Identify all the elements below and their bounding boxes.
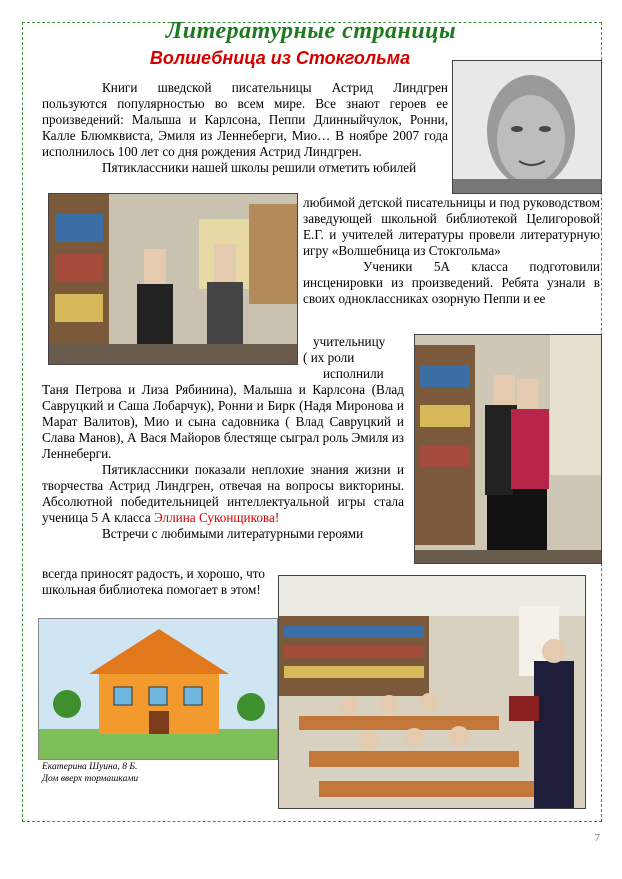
paragraph-closing-rest: всегда приносят радость, и хорошо, что школьная библиотека помогает в этом! <box>42 566 265 597</box>
page-number: 7 <box>594 832 600 844</box>
drawing-caption-author: Екатерина Шуина, 8 Б. <box>42 762 138 772</box>
paragraph-staging: Ученики 5А класса подготовили инсценировки из произведений. Ребята узнали в своих одноклассниках озорную Пеппи и ее <box>303 259 600 306</box>
quiz-text: Пятиклассники показали неплохие знания жизни и творчества Астрид Линдгрен, отвечая на вопросы викторины. Абсолютной победительницей интеллектуальной игры стала ученица 5 А класса <box>42 462 404 525</box>
portrait-photo <box>452 60 602 194</box>
photo-library-quiz <box>278 575 586 809</box>
paragraph-quiz <box>42 462 404 526</box>
winner-name: Эллина Суконщикова! <box>153 510 280 525</box>
drawing-caption-title: Дом вверх тормашками <box>42 774 139 784</box>
staging-line-1: учительницу <box>313 334 386 349</box>
staging-line-2: ( их роли <box>303 350 355 365</box>
paragraph-intro: Книги шведской писательницы Астрид Линдгрен пользуются популярностью во всем мире. Все знают героев ее произведений: Малыша и Карлсона, Пеппи Длинныйчулок, Ронни, Калле Блюмквиста, Эмиля из Леннеберги, Мио… В ноябре 2007 года исполнилось 100 лет со дня рождения Астрид Линдгрен. <box>42 80 448 159</box>
paragraph-students-start: Пятиклассники нашей школы решили отметить юбилей <box>102 160 417 175</box>
staging-line-3: исполнили <box>323 366 384 381</box>
photo-boys-pose <box>414 334 602 564</box>
paragraph-students-rest: любимой детской писательницы и под руководством заведующей школьной библиотекой Целигоровой Е.Г. и учителей литературы провели литературную игру «Волшебница из Стокгольма» <box>303 195 600 258</box>
article-title: Волшебница из Стокгольма <box>149 48 411 68</box>
section-heading: Литературные страницы <box>165 18 457 44</box>
photo-performance <box>48 193 298 365</box>
paragraph-cast: Таня Петрова и Лиза Рябинина), Малыша и Карлсона (Влад Савруцкий и Саша Лобарчук), Ронни и Бирк (Надя Миронова и Марат Валитов), Мио и сына садовника ( Влад Савруцкий и Слава Манов), А Вася Майоров блестяще сыграл роль Эмиля из Леннеберги. <box>42 382 404 461</box>
drawing-house <box>38 618 278 760</box>
paragraph-closing-start: Встречи с любимыми литературными героями <box>102 526 364 541</box>
